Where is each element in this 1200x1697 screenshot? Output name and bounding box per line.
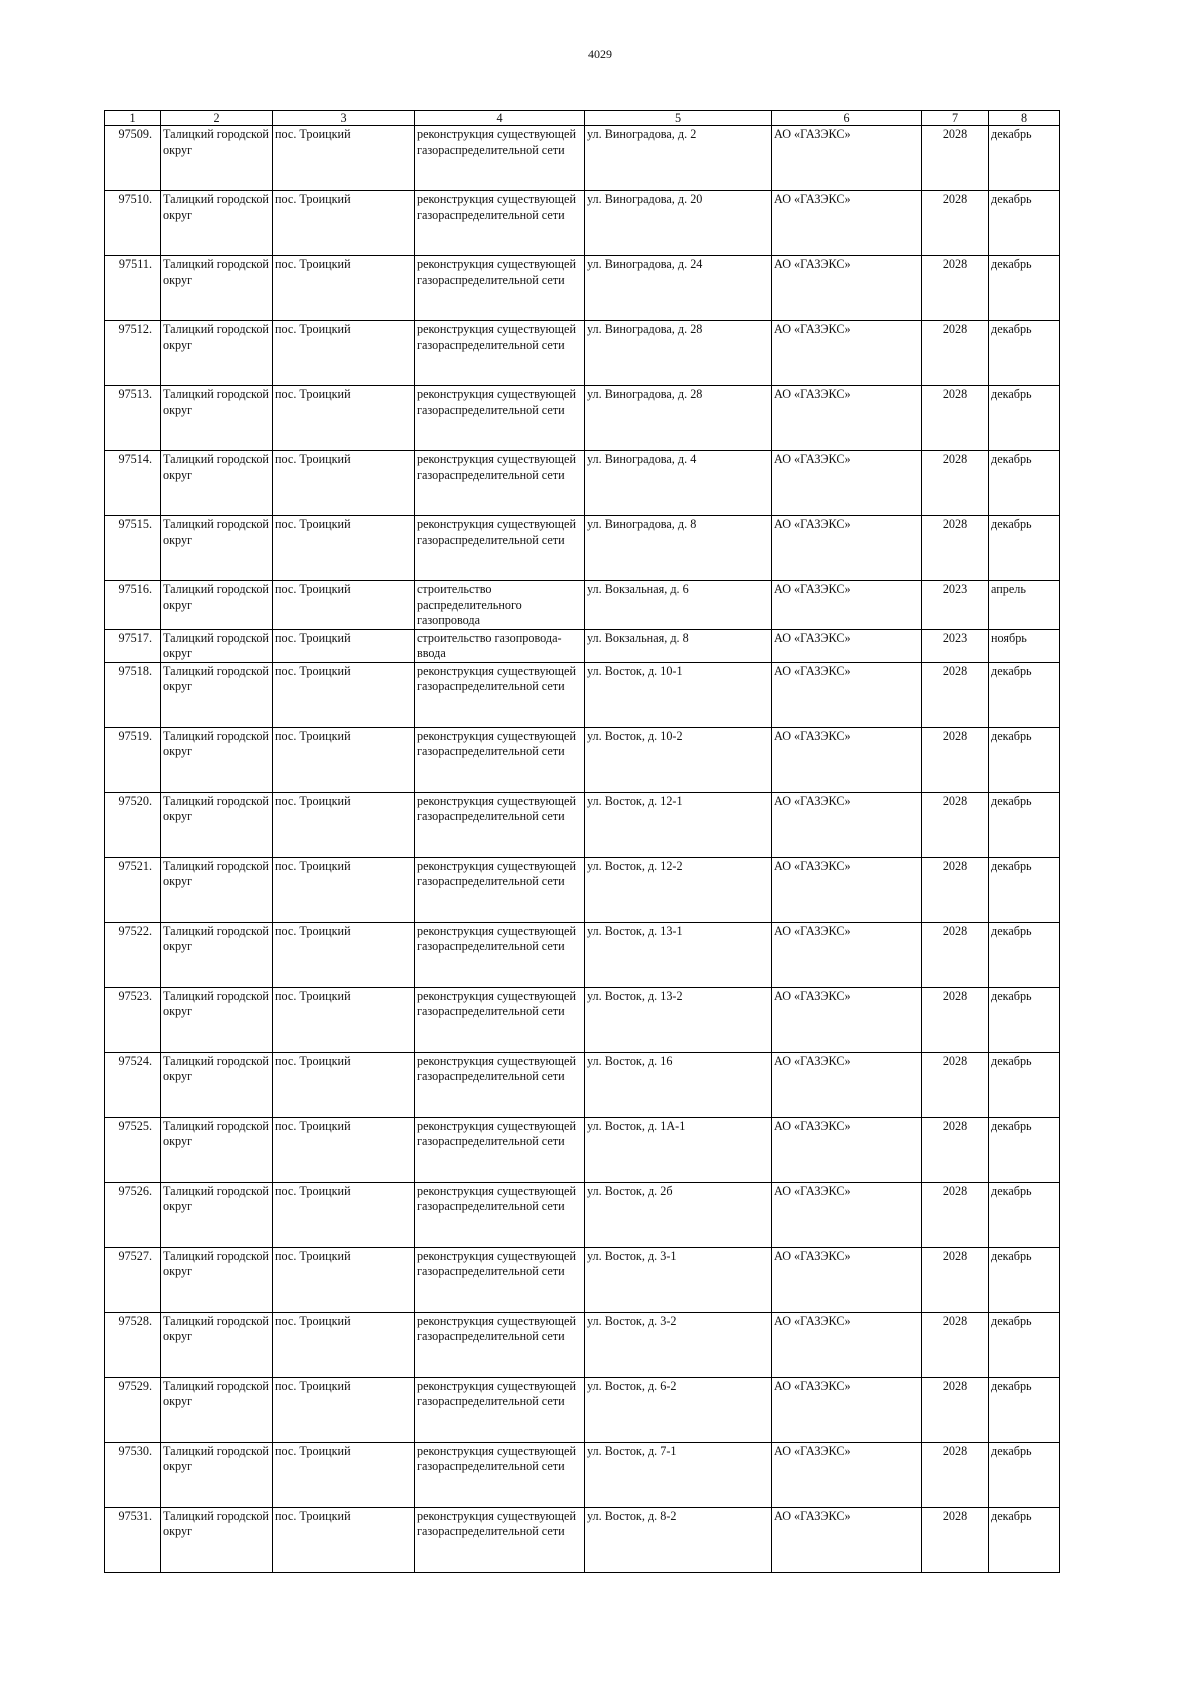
work-type-cell: реконструкция существующей газораспределительной сети bbox=[415, 386, 585, 451]
column-header: 7 bbox=[922, 111, 989, 126]
district-cell: Талицкий городской округ bbox=[161, 629, 273, 662]
table-row bbox=[105, 321, 1060, 386]
month-cell: декабрь bbox=[989, 256, 1060, 321]
address-cell: ул. Восток, д. 12-1 bbox=[585, 792, 772, 857]
month-cell: декабрь bbox=[989, 126, 1060, 191]
address-cell: ул. Восток, д. 3-1 bbox=[585, 1247, 772, 1312]
locality-cell: пос. Троицкий bbox=[273, 451, 415, 516]
year-cell: 2028 bbox=[922, 922, 989, 987]
address-cell: ул. Восток, д. 3-2 bbox=[585, 1312, 772, 1377]
month-cell: декабрь bbox=[989, 1377, 1060, 1442]
work-type-cell: реконструкция существующей газораспределительной сети bbox=[415, 662, 585, 727]
month-cell: декабрь bbox=[989, 857, 1060, 922]
work-type-cell: реконструкция существующей газораспределительной сети bbox=[415, 1182, 585, 1247]
row-number: 97520. bbox=[105, 792, 161, 857]
organization-cell: АО «ГАЗЭКС» bbox=[772, 727, 922, 792]
month-cell: декабрь bbox=[989, 1182, 1060, 1247]
organization-cell: АО «ГАЗЭКС» bbox=[772, 1052, 922, 1117]
year-cell: 2028 bbox=[922, 1182, 989, 1247]
address-cell: ул. Восток, д. 2б bbox=[585, 1182, 772, 1247]
locality-cell: пос. Троицкий bbox=[273, 516, 415, 581]
work-type-cell: реконструкция существующей газораспределительной сети bbox=[415, 1442, 585, 1507]
district-cell: Талицкий городской округ bbox=[161, 386, 273, 451]
row-number: 97511. bbox=[105, 256, 161, 321]
table-row bbox=[105, 516, 1060, 581]
organization-cell: АО «ГАЗЭКС» bbox=[772, 857, 922, 922]
month-cell: декабрь bbox=[989, 516, 1060, 581]
address-cell: ул. Восток, д. 16 bbox=[585, 1052, 772, 1117]
organization-cell: АО «ГАЗЭКС» bbox=[772, 1507, 922, 1572]
organization-cell: АО «ГАЗЭКС» bbox=[772, 922, 922, 987]
locality-cell: пос. Троицкий bbox=[273, 581, 415, 630]
district-cell: Талицкий городской округ bbox=[161, 256, 273, 321]
row-number: 97513. bbox=[105, 386, 161, 451]
address-cell: ул. Виноградова, д. 24 bbox=[585, 256, 772, 321]
row-number: 97527. bbox=[105, 1247, 161, 1312]
month-cell: ноябрь bbox=[989, 629, 1060, 662]
organization-cell: АО «ГАЗЭКС» bbox=[772, 662, 922, 727]
work-type-cell: строительство распределительного газопровода bbox=[415, 581, 585, 630]
row-number: 97522. bbox=[105, 922, 161, 987]
work-type-cell: реконструкция существующей газораспределительной сети bbox=[415, 1507, 585, 1572]
column-header: 1 bbox=[105, 111, 161, 126]
column-header: 3 bbox=[273, 111, 415, 126]
locality-cell: пос. Троицкий bbox=[273, 1117, 415, 1182]
district-cell: Талицкий городской округ bbox=[161, 581, 273, 630]
row-number: 97526. bbox=[105, 1182, 161, 1247]
table-row bbox=[105, 1052, 1060, 1117]
district-cell: Талицкий городской округ bbox=[161, 857, 273, 922]
address-cell: ул. Восток, д. 13-1 bbox=[585, 922, 772, 987]
row-number: 97515. bbox=[105, 516, 161, 581]
month-cell: декабрь bbox=[989, 1442, 1060, 1507]
district-cell: Талицкий городской округ bbox=[161, 451, 273, 516]
year-cell: 2028 bbox=[922, 1377, 989, 1442]
address-cell: ул. Восток, д. 8-2 bbox=[585, 1507, 772, 1572]
table-row bbox=[105, 1117, 1060, 1182]
table-row bbox=[105, 191, 1060, 256]
district-cell: Талицкий городской округ bbox=[161, 662, 273, 727]
month-cell: декабрь bbox=[989, 191, 1060, 256]
work-type-cell: реконструкция существующей газораспределительной сети bbox=[415, 922, 585, 987]
work-type-cell: реконструкция существующей газораспределительной сети bbox=[415, 321, 585, 386]
row-number: 97517. bbox=[105, 629, 161, 662]
locality-cell: пос. Троицкий bbox=[273, 857, 415, 922]
row-number: 97529. bbox=[105, 1377, 161, 1442]
organization-cell: АО «ГАЗЭКС» bbox=[772, 191, 922, 256]
month-cell: апрель bbox=[989, 581, 1060, 630]
table-row bbox=[105, 256, 1060, 321]
locality-cell: пос. Троицкий bbox=[273, 727, 415, 792]
year-cell: 2028 bbox=[922, 987, 989, 1052]
column-header: 6 bbox=[772, 111, 922, 126]
work-type-cell: реконструкция существующей газораспределительной сети bbox=[415, 1052, 585, 1117]
organization-cell: АО «ГАЗЭКС» bbox=[772, 516, 922, 581]
year-cell: 2028 bbox=[922, 321, 989, 386]
work-type-cell: реконструкция существующей газораспределительной сети bbox=[415, 191, 585, 256]
district-cell: Талицкий городской округ bbox=[161, 516, 273, 581]
table-row bbox=[105, 1247, 1060, 1312]
work-type-cell: строительство газопровода-ввода bbox=[415, 629, 585, 662]
work-type-cell: реконструкция существующей газораспределительной сети bbox=[415, 987, 585, 1052]
work-type-cell: реконструкция существующей газораспределительной сети bbox=[415, 256, 585, 321]
organization-cell: АО «ГАЗЭКС» bbox=[772, 386, 922, 451]
year-cell: 2023 bbox=[922, 629, 989, 662]
table-row bbox=[105, 1442, 1060, 1507]
year-cell: 2028 bbox=[922, 256, 989, 321]
month-cell: декабрь bbox=[989, 1312, 1060, 1377]
organization-cell: АО «ГАЗЭКС» bbox=[772, 126, 922, 191]
row-number: 97524. bbox=[105, 1052, 161, 1117]
organization-cell: АО «ГАЗЭКС» bbox=[772, 581, 922, 630]
address-cell: ул. Восток, д. 7-1 bbox=[585, 1442, 772, 1507]
work-type-cell: реконструкция существующей газораспределительной сети bbox=[415, 727, 585, 792]
month-cell: декабрь bbox=[989, 1247, 1060, 1312]
district-cell: Талицкий городской округ bbox=[161, 727, 273, 792]
address-cell: ул. Восток, д. 10-1 bbox=[585, 662, 772, 727]
year-cell: 2028 bbox=[922, 386, 989, 451]
organization-cell: АО «ГАЗЭКС» bbox=[772, 1247, 922, 1312]
row-number: 97528. bbox=[105, 1312, 161, 1377]
work-type-cell: реконструкция существующей газораспределительной сети bbox=[415, 1312, 585, 1377]
work-type-cell: реконструкция существующей газораспределительной сети bbox=[415, 516, 585, 581]
organization-cell: АО «ГАЗЭКС» bbox=[772, 987, 922, 1052]
month-cell: декабрь bbox=[989, 922, 1060, 987]
organization-cell: АО «ГАЗЭКС» bbox=[772, 629, 922, 662]
district-cell: Талицкий городской округ bbox=[161, 1377, 273, 1442]
locality-cell: пос. Троицкий bbox=[273, 321, 415, 386]
column-header: 5 bbox=[585, 111, 772, 126]
table-row bbox=[105, 1377, 1060, 1442]
year-cell: 2028 bbox=[922, 191, 989, 256]
address-cell: ул. Восток, д. 12-2 bbox=[585, 857, 772, 922]
district-cell: Талицкий городской округ bbox=[161, 792, 273, 857]
address-cell: ул. Восток, д. 10-2 bbox=[585, 727, 772, 792]
district-cell: Талицкий городской округ bbox=[161, 1312, 273, 1377]
year-cell: 2028 bbox=[922, 1507, 989, 1572]
address-cell: ул. Восток, д. 6-2 bbox=[585, 1377, 772, 1442]
locality-cell: пос. Троицкий bbox=[273, 1442, 415, 1507]
address-cell: ул. Вокзальная, д. 8 bbox=[585, 629, 772, 662]
table-row bbox=[105, 857, 1060, 922]
address-cell: ул. Виноградова, д. 20 bbox=[585, 191, 772, 256]
registry-table bbox=[104, 110, 1060, 1573]
locality-cell: пос. Троицкий bbox=[273, 1312, 415, 1377]
locality-cell: пос. Троицкий bbox=[273, 987, 415, 1052]
month-cell: декабрь bbox=[989, 987, 1060, 1052]
row-number: 97519. bbox=[105, 727, 161, 792]
organization-cell: АО «ГАЗЭКС» bbox=[772, 1117, 922, 1182]
table-row bbox=[105, 727, 1060, 792]
month-cell: декабрь bbox=[989, 792, 1060, 857]
table-row bbox=[105, 792, 1060, 857]
table-row bbox=[105, 922, 1060, 987]
year-cell: 2028 bbox=[922, 126, 989, 191]
district-cell: Талицкий городской округ bbox=[161, 126, 273, 191]
table-row bbox=[105, 1507, 1060, 1572]
address-cell: ул. Виноградова, д. 4 bbox=[585, 451, 772, 516]
locality-cell: пос. Троицкий bbox=[273, 662, 415, 727]
organization-cell: АО «ГАЗЭКС» bbox=[772, 1442, 922, 1507]
year-cell: 2028 bbox=[922, 451, 989, 516]
year-cell: 2028 bbox=[922, 792, 989, 857]
table-row bbox=[105, 629, 1060, 662]
district-cell: Талицкий городской округ bbox=[161, 191, 273, 256]
month-cell: декабрь bbox=[989, 386, 1060, 451]
table-row bbox=[105, 1182, 1060, 1247]
table-row bbox=[105, 662, 1060, 727]
row-number: 97531. bbox=[105, 1507, 161, 1572]
column-header: 2 bbox=[161, 111, 273, 126]
row-number: 97516. bbox=[105, 581, 161, 630]
work-type-cell: реконструкция существующей газораспределительной сети bbox=[415, 1247, 585, 1312]
address-cell: ул. Восток, д. 1А-1 bbox=[585, 1117, 772, 1182]
district-cell: Талицкий городской округ bbox=[161, 1182, 273, 1247]
locality-cell: пос. Троицкий bbox=[273, 126, 415, 191]
work-type-cell: реконструкция существующей газораспределительной сети bbox=[415, 1117, 585, 1182]
row-number: 97512. bbox=[105, 321, 161, 386]
district-cell: Талицкий городской округ bbox=[161, 1442, 273, 1507]
district-cell: Талицкий городской округ bbox=[161, 922, 273, 987]
organization-cell: АО «ГАЗЭКС» bbox=[772, 256, 922, 321]
locality-cell: пос. Троицкий bbox=[273, 792, 415, 857]
address-cell: ул. Виноградова, д. 28 bbox=[585, 321, 772, 386]
address-cell: ул. Восток, д. 13-2 bbox=[585, 987, 772, 1052]
locality-cell: пос. Троицкий bbox=[273, 1377, 415, 1442]
year-cell: 2028 bbox=[922, 1247, 989, 1312]
year-cell: 2028 bbox=[922, 727, 989, 792]
locality-cell: пос. Троицкий bbox=[273, 922, 415, 987]
year-cell: 2028 bbox=[922, 1442, 989, 1507]
organization-cell: АО «ГАЗЭКС» bbox=[772, 321, 922, 386]
row-number: 97518. bbox=[105, 662, 161, 727]
row-number: 97509. bbox=[105, 126, 161, 191]
district-cell: Талицкий городской округ bbox=[161, 1247, 273, 1312]
locality-cell: пос. Троицкий bbox=[273, 1182, 415, 1247]
year-cell: 2028 bbox=[922, 1312, 989, 1377]
address-cell: ул. Виноградова, д. 28 bbox=[585, 386, 772, 451]
row-number: 97523. bbox=[105, 987, 161, 1052]
district-cell: Талицкий городской округ bbox=[161, 987, 273, 1052]
row-number: 97510. bbox=[105, 191, 161, 256]
month-cell: декабрь bbox=[989, 1507, 1060, 1572]
column-header: 4 bbox=[415, 111, 585, 126]
district-cell: Талицкий городской округ bbox=[161, 1507, 273, 1572]
table-row bbox=[105, 987, 1060, 1052]
organization-cell: АО «ГАЗЭКС» bbox=[772, 1377, 922, 1442]
locality-cell: пос. Троицкий bbox=[273, 386, 415, 451]
month-cell: декабрь bbox=[989, 321, 1060, 386]
locality-cell: пос. Троицкий bbox=[273, 1052, 415, 1117]
year-cell: 2028 bbox=[922, 1052, 989, 1117]
table-row bbox=[105, 386, 1060, 451]
table-row bbox=[105, 451, 1060, 516]
work-type-cell: реконструкция существующей газораспределительной сети bbox=[415, 451, 585, 516]
address-cell: ул. Виноградова, д. 8 bbox=[585, 516, 772, 581]
work-type-cell: реконструкция существующей газораспределительной сети bbox=[415, 126, 585, 191]
page-number: 4029 bbox=[588, 47, 612, 61]
month-cell: декабрь bbox=[989, 451, 1060, 516]
locality-cell: пос. Троицкий bbox=[273, 256, 415, 321]
organization-cell: АО «ГАЗЭКС» bbox=[772, 451, 922, 516]
month-cell: декабрь bbox=[989, 727, 1060, 792]
table-row bbox=[105, 126, 1060, 191]
month-cell: декабрь bbox=[989, 662, 1060, 727]
month-cell: декабрь bbox=[989, 1117, 1060, 1182]
year-cell: 2028 bbox=[922, 1117, 989, 1182]
row-number: 97530. bbox=[105, 1442, 161, 1507]
locality-cell: пос. Троицкий bbox=[273, 629, 415, 662]
work-type-cell: реконструкция существующей газораспределительной сети bbox=[415, 792, 585, 857]
year-cell: 2028 bbox=[922, 662, 989, 727]
district-cell: Талицкий городской округ bbox=[161, 321, 273, 386]
organization-cell: АО «ГАЗЭКС» bbox=[772, 792, 922, 857]
work-type-cell: реконструкция существующей газораспределительной сети bbox=[415, 1377, 585, 1442]
table-row bbox=[105, 1312, 1060, 1377]
organization-cell: АО «ГАЗЭКС» bbox=[772, 1182, 922, 1247]
locality-cell: пос. Троицкий bbox=[273, 1507, 415, 1572]
address-cell: ул. Вокзальная, д. 6 bbox=[585, 581, 772, 630]
locality-cell: пос. Троицкий bbox=[273, 1247, 415, 1312]
table-row bbox=[105, 581, 1060, 630]
locality-cell: пос. Троицкий bbox=[273, 191, 415, 256]
month-cell: декабрь bbox=[989, 1052, 1060, 1117]
row-number: 97521. bbox=[105, 857, 161, 922]
year-cell: 2023 bbox=[922, 581, 989, 630]
year-cell: 2028 bbox=[922, 857, 989, 922]
district-cell: Талицкий городской округ bbox=[161, 1117, 273, 1182]
address-cell: ул. Виноградова, д. 2 bbox=[585, 126, 772, 191]
district-cell: Талицкий городской округ bbox=[161, 1052, 273, 1117]
row-number: 97525. bbox=[105, 1117, 161, 1182]
column-header: 8 bbox=[989, 111, 1060, 126]
year-cell: 2028 bbox=[922, 516, 989, 581]
table-body bbox=[105, 126, 1060, 1573]
organization-cell: АО «ГАЗЭКС» bbox=[772, 1312, 922, 1377]
column-number-row bbox=[105, 111, 1060, 126]
row-number: 97514. bbox=[105, 451, 161, 516]
work-type-cell: реконструкция существующей газораспределительной сети bbox=[415, 857, 585, 922]
